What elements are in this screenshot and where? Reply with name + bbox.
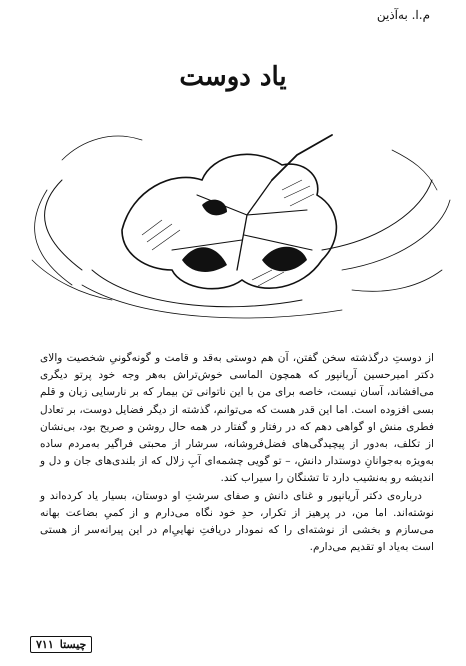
article-paragraph-2: درباره‌ی دکتر آریانپور و غنای دانش و صفای سرشتِ او دوستان، بسیار یاد کرده‌اند و نوشته‌اند. اما من، در پرهیز از تکرار، حدِ خود نگاه می‌دارم و از کمیِ بضاعت بهانه می‌سازم و بخشی از نوشته‌ای را که نمودار دریافتِ نهاییِ‌ام در این پیرانه‌سر از هستی است به‌یاد او تقدیم می‌دارم.	[40, 489, 434, 554]
article-title: یاد دوست	[179, 62, 287, 92]
article-paragraph-1: از دوستِ درگذشته سخن گفتن، آن هم دوستی به‌قد و قامت و گونه‌گونیِ شخصیت والای دکتر امیرحسین آریانپور که همچون الماسی خوش‌تراش به‌هر وجه خود پرتو دیگری می‌افشاند، آسان نیست، خاصه برای من با این ناتوانی تن بیمار که بر نارسایی زبان و قلم بسی افزوده است. اما این قدر هست که می‌توانم، گذشته از دیگر فضایل دوست، بر تعادل فطری منش او گواهی دهم که در رفتار و گفتار در همه حال روشن و صریح بود، بی‌نشان از تکلف، به‌دور از پیچیدگی‌های فضل‌فروشانه، سرشار از محبتی فراگیر به‌مردم ساده به‌ویژه به‌جوانانِ دوستدار دانش، – تو گویی چشمه‌ای آبِ زلال که از بلندی‌های جان و دل و اندیشه رو به‌نشیب دارد تا تشنگان را سیراب کند.	[40, 352, 434, 485]
article-body	[40, 350, 434, 556]
leaf-sketch-illustration	[22, 120, 452, 330]
page-number: ۷۱۱	[36, 638, 54, 651]
page-footer	[30, 636, 92, 653]
author-name: م.ا. به‌آذین	[376, 8, 430, 22]
magazine-name: چیستا	[59, 638, 87, 651]
